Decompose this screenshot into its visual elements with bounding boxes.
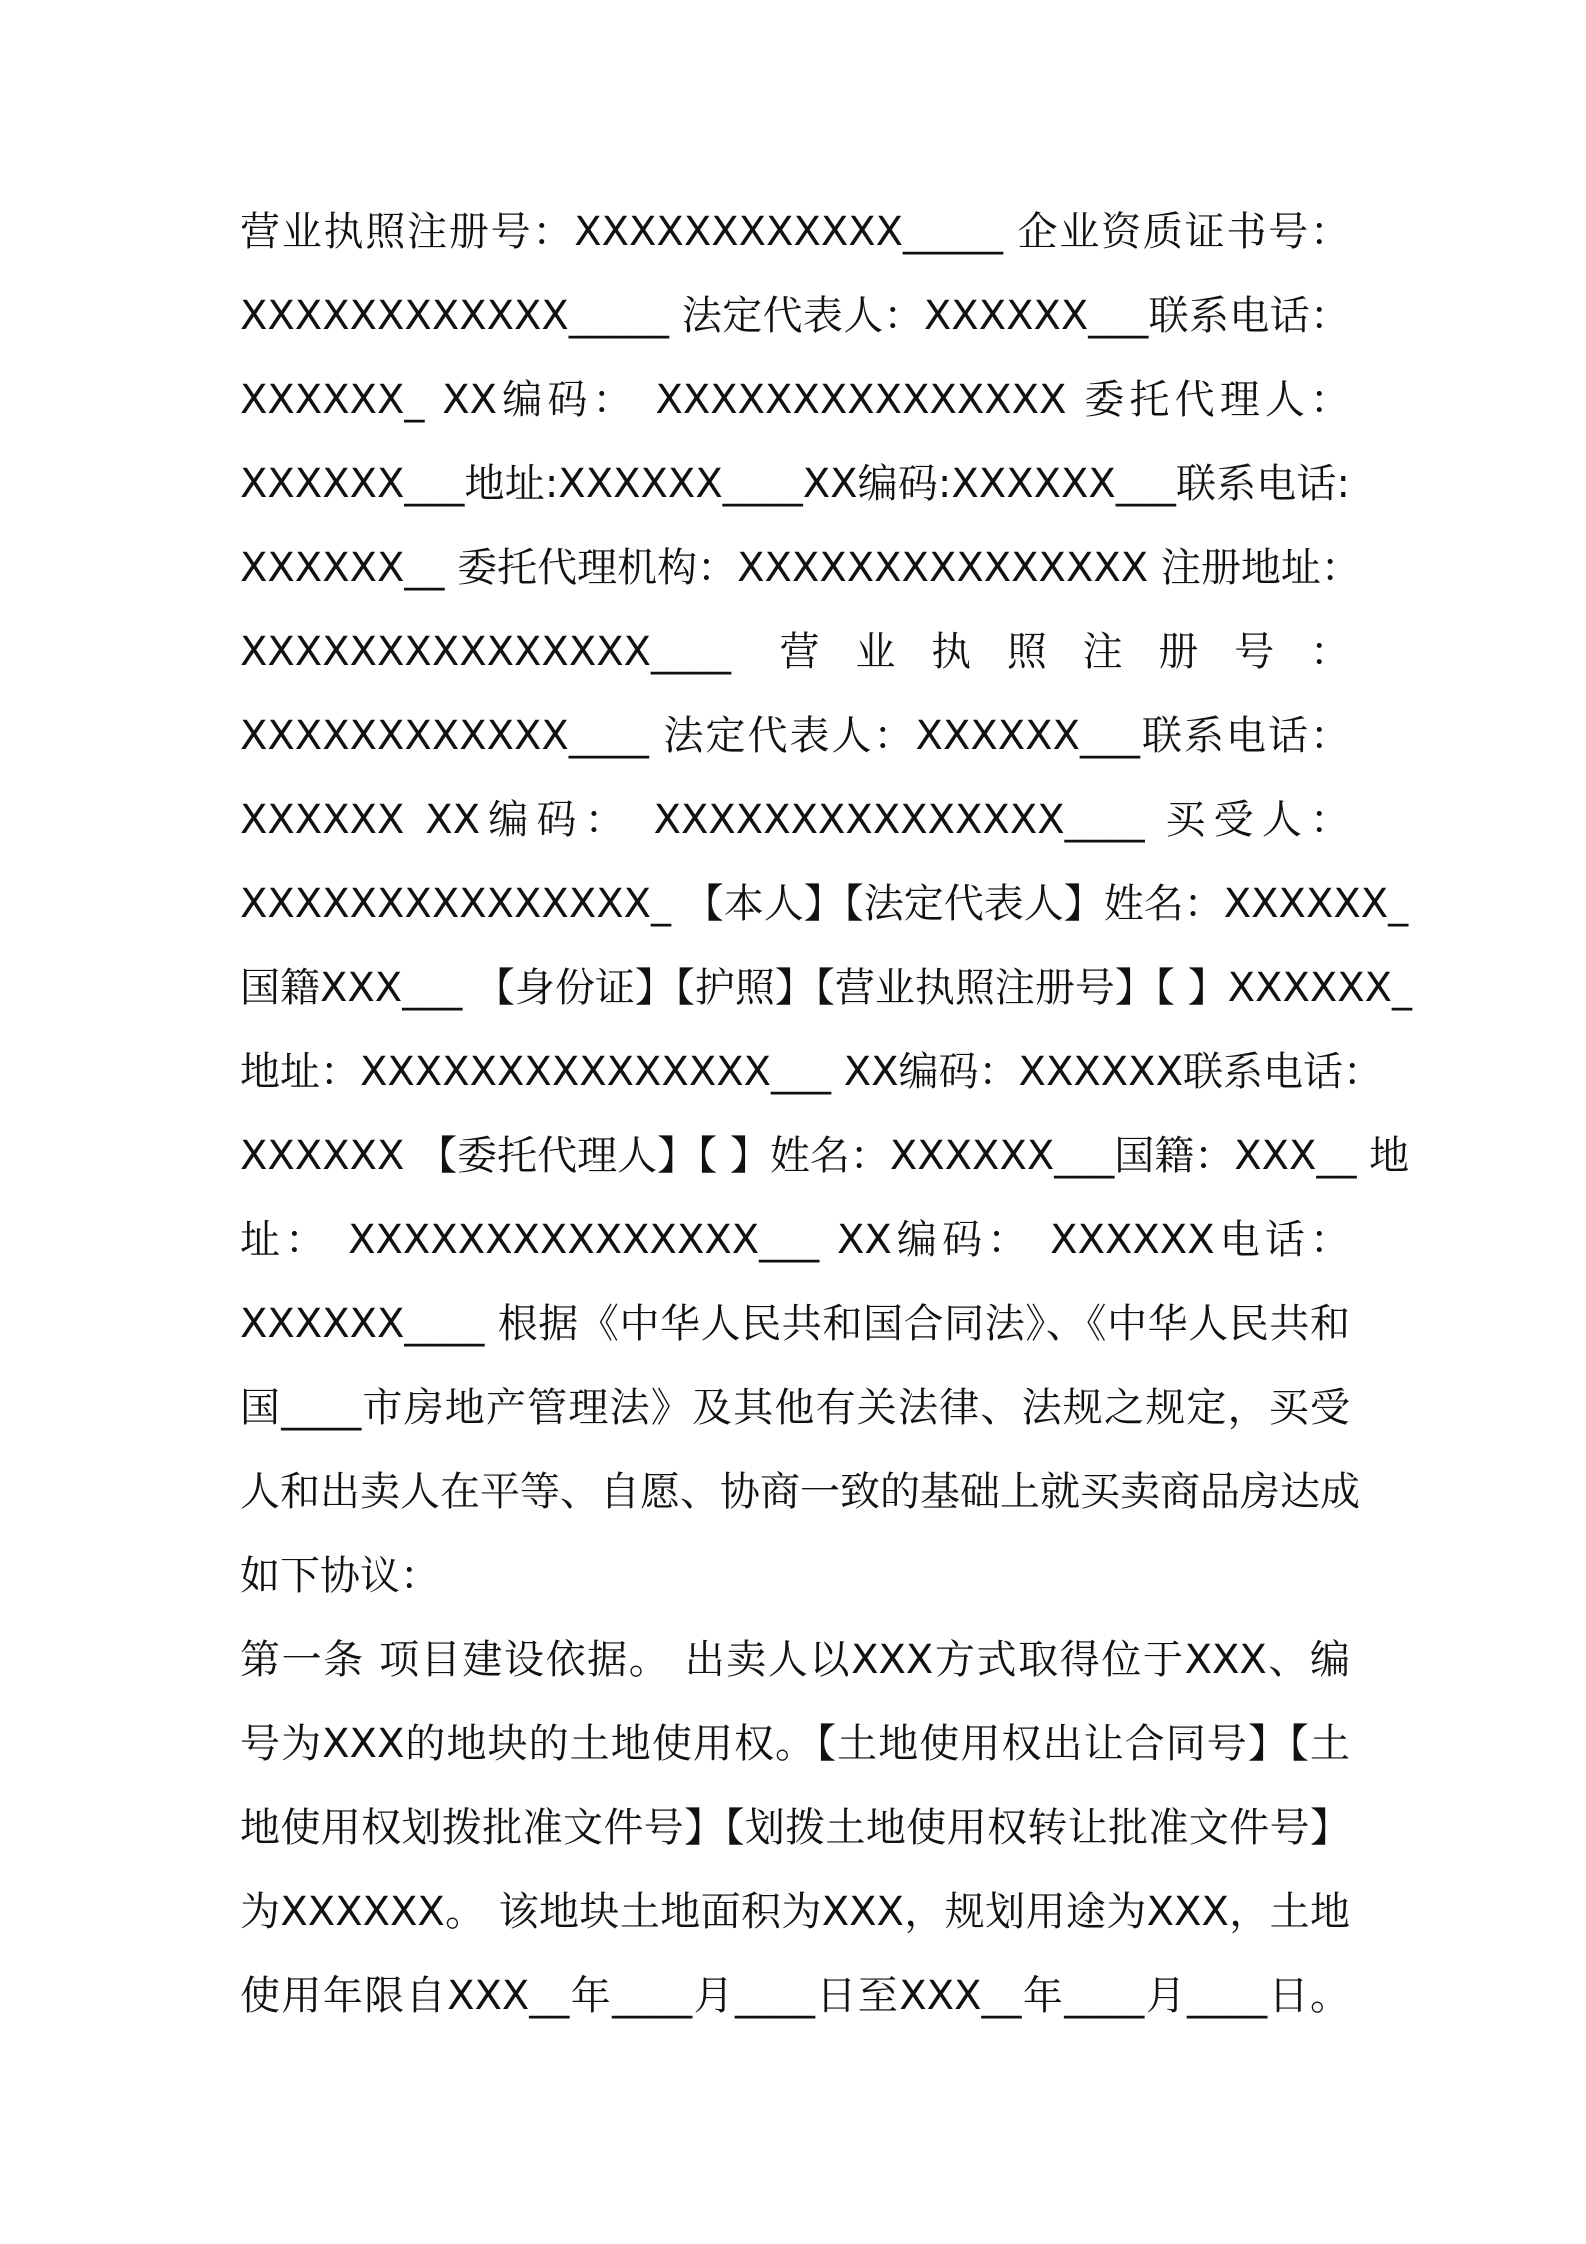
text-line-17: 如下协议： <box>240 1553 440 1599</box>
contract-text <box>240 190 1413 2038</box>
text-line-21: 为XXXXXX。 该地块土地面积为XXX，规划用途为XXX，土地 <box>240 1889 1350 1935</box>
text-line-3: XXXXXX_ XX编码： XXXXXXXXXXXXXXX 委托代理人： <box>240 377 1350 423</box>
text-line-12: XXXXXX 【委托代理人】【 】姓名：XXXXXX___国籍：XXX__ 地 <box>240 1133 1410 1179</box>
text-line-11: 地址：XXXXXXXXXXXXXXX___ XX编码：XXXXXX联系电话： <box>240 1049 1383 1095</box>
text-line-18: 第一条 项目建设依据。 出卖人以XXX方式取得位于XXX、编 <box>240 1637 1350 1683</box>
text-line-13: 址： XXXXXXXXXXXXXXX___ XX编码： XXXXXX电话： <box>240 1217 1350 1263</box>
text-line-4: XXXXXX___地址:XXXXXX____XX编码:XXXXXX___联系电话: <box>240 461 1350 507</box>
text-line-6: XXXXXXXXXXXXXXX____ 营业执照注册号： <box>240 629 1350 675</box>
text-line-15: 国____市房地产管理法》及其他有关法律、法规之规定，买受 <box>240 1385 1350 1431</box>
text-line-8: XXXXXX XX编码： XXXXXXXXXXXXXXX____ 买受人： <box>240 797 1350 843</box>
text-line-7: XXXXXXXXXXXX____ 法定代表人：XXXXXX___联系电话： <box>240 713 1350 759</box>
text-line-9: XXXXXXXXXXXXXXX_ 【本人】【法定代表人】姓名：XXXXXX_ <box>240 881 1409 927</box>
text-line-22: 使用年限自XXX__年____月____日至XXX__年____月____日。 <box>240 1973 1350 2019</box>
text-line-5: XXXXXX__ 委托代理机构：XXXXXXXXXXXXXXX 注册地址： <box>240 545 1361 591</box>
text-line-16: 人和出卖人在平等、自愿、协商一致的基础上就买卖商品房达成 <box>240 1469 1360 1515</box>
text-line-10: 国籍XXX___ 【身份证】【护照】【营业执照注册号】【 】XXXXXX_ <box>240 965 1413 1011</box>
text-line-19: 号为XXX的地块的土地使用权。【土地使用权出让合同号】【土 <box>240 1721 1350 1767</box>
text-line-2: XXXXXXXXXXXX_____ 法定代表人：XXXXXX___联系电话： <box>240 293 1350 339</box>
text-line-14: XXXXXX____ 根据《中华人民共和国合同法》、《中华人民共和 <box>240 1301 1350 1347</box>
text-line-20: 地使用权划拨批准文件号】【划拨土地使用权转让批准文件号】 <box>240 1805 1350 1851</box>
text-line-1: 营业执照注册号：XXXXXXXXXXXX_____ 企业资质证书号： <box>240 209 1350 255</box>
